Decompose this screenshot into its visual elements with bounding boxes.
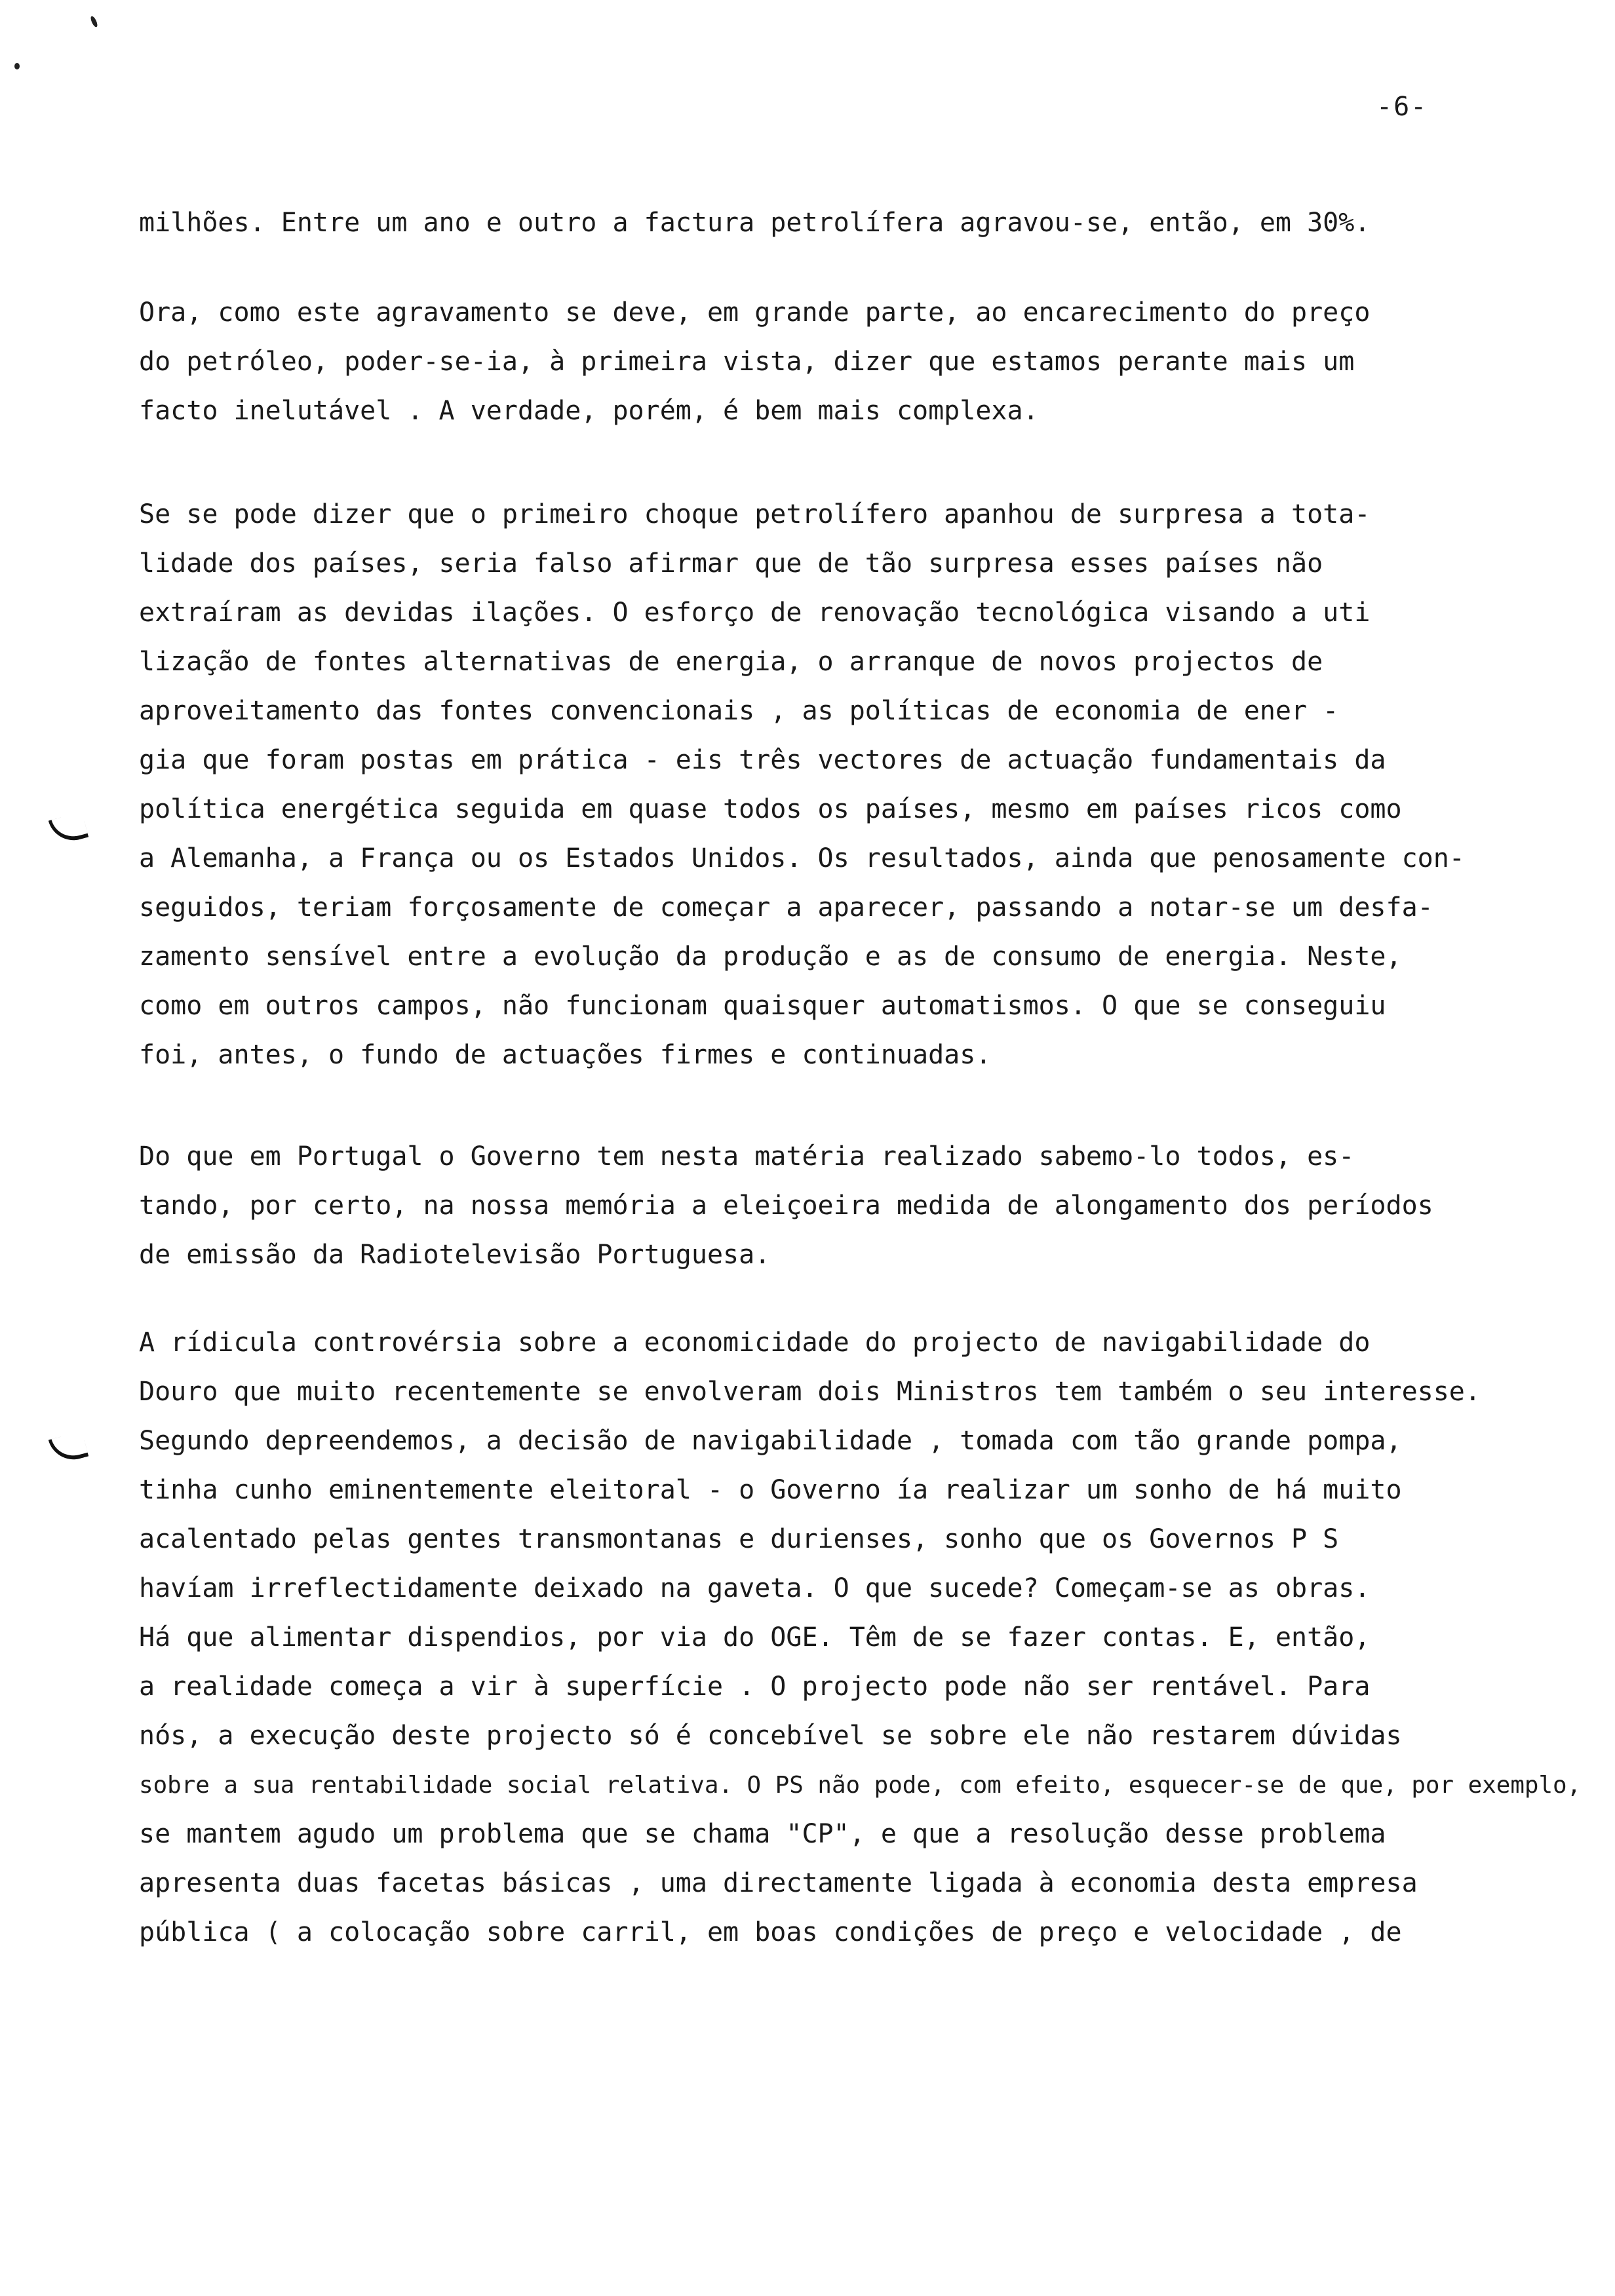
text-line: Ora, como este agravamento se deve, em grande parte, ao encarecimento do preço: [139, 297, 1371, 328]
paragraph: [139, 1318, 1582, 1957]
text-line: a realidade começa a vir à superfície . O projecto pode não ser rentável. Para: [139, 1672, 1371, 1702]
text-line: se mantem agudo um problema que se chama "CP", e que a resolução desse problema: [139, 1819, 1386, 1849]
paragraph: [139, 199, 1502, 248]
paragraph: [139, 490, 1502, 1080]
text-line: do petróleo, poder-se-ia, à primeira vista, dizer que estamos perante mais um: [139, 347, 1355, 377]
text-line: extraíram as devidas ilações. O esforço de renovação tecnológica visando a uti: [139, 598, 1371, 628]
page-number: -6-: [1376, 92, 1428, 122]
text-line: milhões. Entre um ano e outro a factura petrolífera agravou-se, então, em 30%.: [139, 208, 1371, 238]
text-line: zamento sensível entre a evolução da produção e as de consumo de energia. Neste,: [139, 942, 1402, 972]
margin-bracket-mark: [49, 812, 89, 846]
text-line: facto inelutável . A verdade, porém, é bem mais complexa.: [139, 396, 1039, 426]
text-line: Douro que muito recentemente se envolveram dois Ministros tem também o seu interesse.: [139, 1377, 1481, 1407]
text-line: acalentado pelas gentes transmontanas e durienses, sonho que os Governos P S: [139, 1524, 1339, 1554]
text-line: Se se pode dizer que o primeiro choque petrolífero apanhou de surpresa a tota-: [139, 499, 1371, 529]
text-line: Há que alimentar dispendios, por via do OGE. Têm de se fazer contas. E, então,: [139, 1622, 1371, 1653]
text-line: Segundo depreendemos, a decisão de navigabilidade , tomada com tão grande pompa,: [139, 1426, 1402, 1456]
text-line: tando, por certo, na nossa memória a eleiçoeira medida de alongamento dos períodos: [139, 1191, 1433, 1221]
text-line: Do que em Portugal o Governo tem nesta matéria realizado sabemo-lo todos, es-: [139, 1141, 1355, 1172]
text-line: nós, a execução deste projecto só é concebível se sobre ele não restarem dúvidas: [139, 1721, 1402, 1751]
text-line: gia que foram postas em prática - eis três vectores de actuação fundamentais da: [139, 745, 1386, 775]
text-line: aproveitamento das fontes convencionais , as políticas de economia de ener -: [139, 696, 1339, 726]
text-line: tinha cunho eminentemente eleitoral - o Governo ía realizar um sonho de há muito: [139, 1475, 1402, 1505]
text-line: pública ( a colocação sobre carril, em boas condições de preço e velocidade , de: [139, 1917, 1402, 1947]
text-line: A rídicula controvérsia sobre a economicidade do projecto de navigabilidade do: [139, 1328, 1371, 1358]
text-line: política energética seguida em quase todos os países, mesmo em países ricos como: [139, 794, 1402, 824]
text-line: seguidos, teriam forçosamente de começar a aparecer, passando a notar-se um desfa-: [139, 892, 1433, 923]
text-line: apresenta duas facetas básicas , uma directamente ligada à economia desta empresa: [139, 1868, 1418, 1898]
scan-speck: [14, 63, 20, 69]
text-line: a Alemanha, a França ou os Estados Unidos. Os resultados, ainda que penosamente con-: [139, 843, 1465, 873]
text-line: de emissão da Radiotelevisão Portuguesa.: [139, 1240, 771, 1270]
text-line: havíam irreflectidamente deixado na gaveta. O que sucede? Começam-se as obras.: [139, 1573, 1371, 1603]
margin-bracket-mark: [49, 1431, 89, 1465]
text-line: lidade dos países, seria falso afirmar que de tão surpresa esses países não: [139, 548, 1323, 579]
text-line: lização de fontes alternativas de energia, o arranque de novos projectos de: [139, 647, 1323, 677]
text-line: sobre a sua rentabilidade social relativa. O PS não pode, com efeito, esquecer-se de que, por exemplo,: [139, 1772, 1582, 1799]
paragraph: [139, 288, 1502, 436]
scan-speck: [90, 15, 99, 28]
text-line: foi, antes, o fundo de actuações firmes e continuadas.: [139, 1040, 992, 1070]
text-line: como em outros campos, não funcionam quaisquer automatismos. O que se conseguiu: [139, 991, 1386, 1021]
paragraph: [139, 1132, 1502, 1280]
